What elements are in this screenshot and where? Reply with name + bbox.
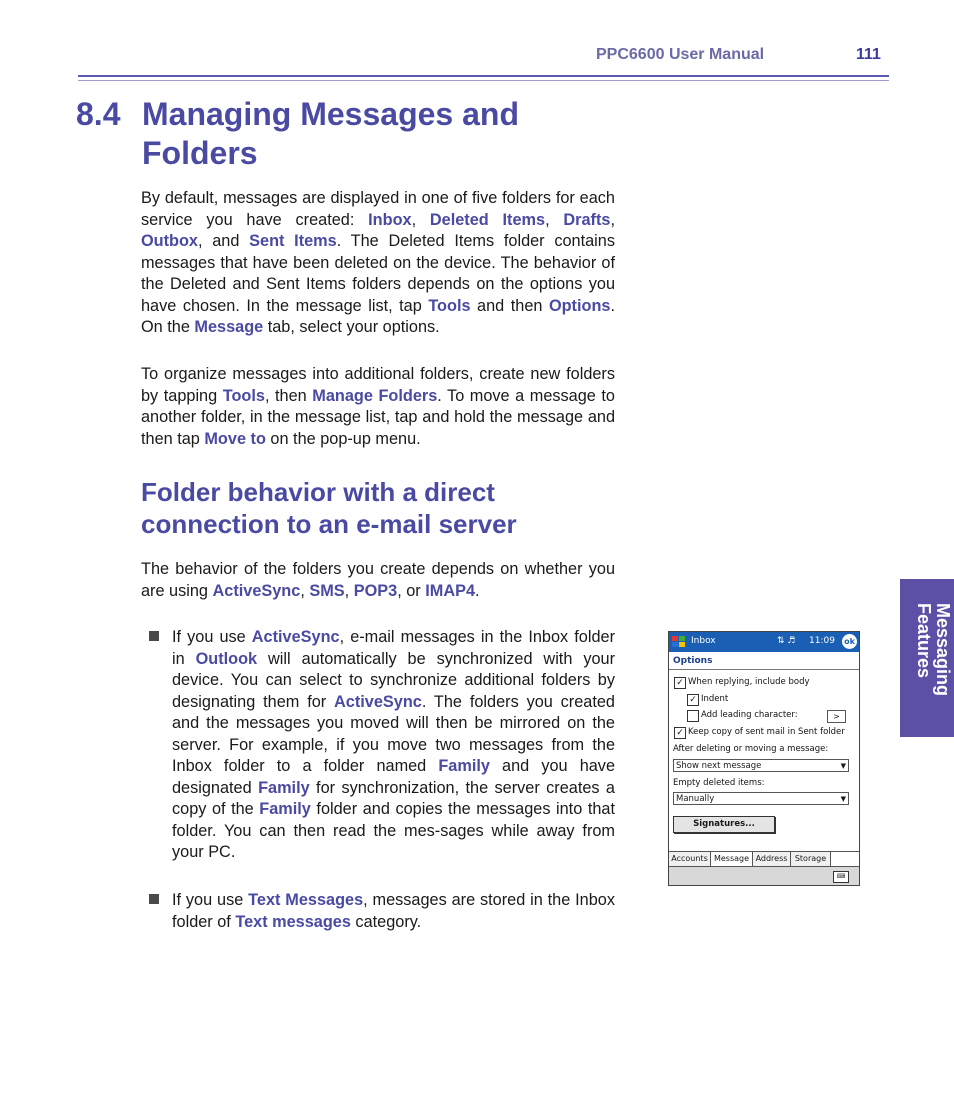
ui-term: SMS — [309, 581, 345, 600]
text-run: , — [610, 210, 615, 229]
ui-term: Manage Folders — [312, 386, 438, 405]
ui-term: Sent Items — [249, 232, 337, 250]
text-run: If you use — [172, 891, 249, 909]
text-run: , — [344, 581, 354, 600]
paragraph-default-folders — [141, 188, 615, 339]
text-run: . — [475, 581, 480, 600]
bullet-activesync — [172, 627, 615, 864]
text-run: category. — [350, 912, 422, 931]
text-run: To organize messages into additional folders, create new folders by tapping — [141, 365, 615, 405]
text-run: . The folders you created and the messages you moved will then be mirrored on the server. For example, if you move two messages from the Inbox folder to a folder named — [172, 692, 615, 775]
text-run: will automatically be synchronized with your device. You can select to synchronize additional folders by designating them for — [172, 649, 615, 711]
connectivity-volume-icon[interactable]: ⇅ ♬ — [777, 636, 796, 646]
after-deleting-dropdown[interactable] — [673, 759, 849, 772]
ui-term: Text Messages — [248, 891, 364, 909]
windows-start-icon[interactable] — [671, 634, 686, 649]
pda-app-title: Inbox — [691, 636, 716, 646]
text-run: , messages are stored in the Inbox folder of — [172, 891, 615, 931]
pda-clock: 11:09 — [809, 636, 835, 646]
empty-deleted-value: Manually — [676, 794, 715, 804]
bullet-text-messages — [172, 890, 615, 933]
subheading — [141, 476, 621, 540]
ui-term: Tools — [428, 296, 471, 315]
paragraph-organize-folders — [141, 364, 615, 450]
label-leading-character: Add leading character: — [701, 710, 798, 720]
section-heading — [76, 95, 636, 173]
tab-address[interactable]: Address — [753, 852, 791, 866]
header-rule — [78, 75, 889, 77]
text-run: , — [300, 581, 310, 600]
pda-options-screenshot — [668, 631, 860, 886]
text-run: , — [545, 210, 564, 229]
text-run: , then — [264, 386, 313, 405]
chevron-down-icon: ▼ — [840, 762, 846, 770]
side-tab-line2: Features — [914, 603, 934, 679]
ui-term: Outlook — [195, 649, 258, 668]
pda-command-bar — [669, 866, 859, 886]
side-tab-label — [914, 603, 952, 696]
ui-term: ActiveSync — [334, 692, 422, 711]
text-run: on the pop-up menu. — [265, 429, 421, 448]
subheading-line2: connection to an e-mail server — [141, 509, 517, 539]
pda-title-bar — [669, 632, 859, 652]
checkbox-include-body[interactable]: ✓ — [674, 677, 686, 689]
text-run: . To move a message to another folder, in the message list, tap and hold the message and then tap — [141, 386, 615, 448]
paragraph-folder-behavior — [141, 559, 615, 602]
text-run: folder and copies the messages into that folder. You can then read the mes-sages while away from your PC. — [172, 800, 615, 861]
pda-tab-bar — [669, 851, 859, 867]
tab-message[interactable]: Message — [711, 852, 753, 866]
ui-term: Family — [258, 778, 310, 797]
tab-storage[interactable]: Storage — [791, 852, 831, 866]
ui-term: Deleted Items — [429, 210, 546, 229]
ui-term: Inbox — [368, 210, 412, 229]
checkbox-leading-character[interactable] — [687, 710, 699, 722]
text-run: tab, select your options. — [263, 318, 440, 336]
ok-button[interactable]: ok — [842, 634, 857, 649]
after-deleting-value: Show next message — [676, 761, 762, 771]
ui-term: Tools — [222, 386, 265, 405]
text-run: , — [411, 210, 430, 229]
options-separator — [669, 669, 859, 670]
ui-term: Text messages — [235, 912, 351, 931]
subheading-line1: Folder behavior with a direct — [141, 477, 495, 507]
manual-title: PPC6600 User Manual — [596, 46, 765, 63]
ui-term: Move to — [204, 429, 266, 448]
ui-term: Options — [548, 296, 611, 315]
label-include-body: When replying, include body — [688, 677, 810, 687]
chapter-side-tab — [900, 579, 954, 737]
label-after-deleting: After deleting or moving a message: — [673, 744, 829, 754]
ui-term: ActiveSync — [212, 581, 301, 600]
text-run: and then — [470, 296, 549, 315]
leading-character-input[interactable]: > — [827, 710, 846, 723]
tab-accounts[interactable]: Accounts — [669, 852, 711, 866]
checkbox-indent[interactable]: ✓ — [687, 694, 699, 706]
section-title-line1: Managing Messages and — [142, 96, 519, 132]
ui-term: POP3 — [353, 581, 398, 600]
ui-term: Message — [194, 318, 264, 336]
options-header: Options — [673, 656, 713, 666]
text-run: If you use — [172, 628, 252, 646]
text-run: The behavior of the folders you create depends on whether you are using — [141, 560, 615, 600]
text-run: . On the — [141, 296, 615, 336]
text-run: , or — [397, 581, 426, 600]
label-keep-copy: Keep copy of sent mail in Sent folder — [688, 727, 845, 737]
text-run: for synchronization, the server creates a copy of the — [172, 778, 615, 818]
ui-term: IMAP4 — [425, 581, 476, 600]
bullet-marker — [149, 631, 159, 641]
label-indent: Indent — [701, 694, 729, 704]
signatures-button[interactable]: Signatures... — [673, 816, 775, 833]
ui-term: Family — [438, 757, 490, 775]
text-run: and you have designated — [172, 757, 615, 797]
bullet-marker — [149, 894, 159, 904]
empty-deleted-dropdown[interactable] — [673, 792, 849, 805]
label-empty-deleted: Empty deleted items: — [673, 778, 765, 788]
checkbox-keep-copy[interactable]: ✓ — [674, 727, 686, 739]
section-title-line2: Folders — [142, 135, 258, 171]
ui-term: Family — [259, 800, 311, 818]
text-run: , and — [197, 232, 250, 250]
keyboard-icon[interactable]: ⌨ — [833, 871, 849, 883]
text-run: , e-mail messages in the Inbox folder in — [172, 628, 615, 668]
section-number: 8.4 — [76, 96, 121, 132]
header-rule-thin — [78, 80, 889, 81]
ui-term: Drafts — [563, 210, 611, 229]
page-number: 111 — [856, 46, 881, 63]
ui-term: Outbox — [141, 232, 198, 250]
side-tab-line1: Messaging — [933, 603, 953, 697]
text-run: . The Deleted Items folder contains messages that have been deleted on the device. The behavior of the Deleted and Sent Items folders depends on the options you have chosen. In the message list, tap — [141, 232, 615, 315]
chevron-down-icon: ▼ — [840, 795, 846, 803]
text-run: By default, messages are displayed in one of five folders for each service you have created: — [141, 189, 615, 229]
ui-term: ActiveSync — [251, 628, 340, 646]
